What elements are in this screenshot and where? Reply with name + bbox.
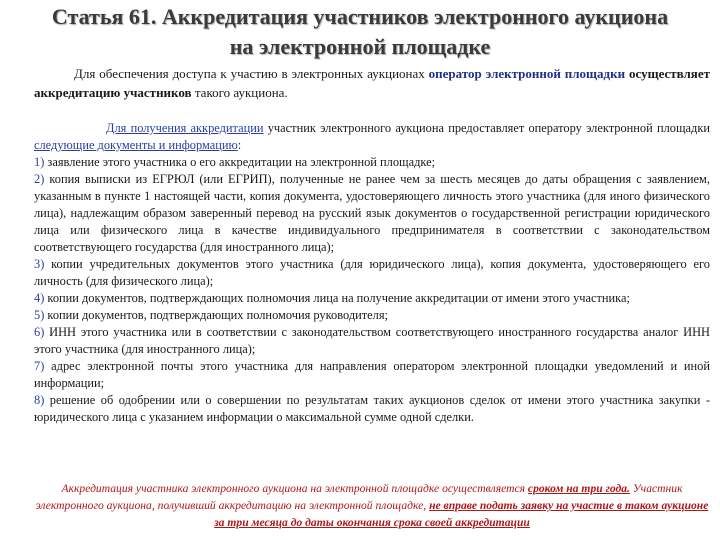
note-term: сроком на три года. (527, 482, 630, 495)
item-text: копия выписки из ЕГРЮЛ (или ЕГРИП), полученные не ранее чем за шесть месяцев до даты обращения с заявлением, указанным в пункте 1 настоящей части, копия документа, удостоверяющего личность этого участника (для иного физического лица), надлежащим образом заверенный перевод на русский язык документов о государственной регистрации юридического лица или физического лица в качестве индивидуального предпринимателя в соответствии с законодательством соответствующего государства (для иностранного лица); (34, 172, 710, 254)
item-number: 7) (34, 359, 45, 373)
list-item (34, 290, 710, 307)
item-number: 2) (34, 172, 45, 186)
accreditation-link[interactable]: Для получения аккредитации (106, 121, 264, 135)
lead-text: участник электронного аукциона предоставляет оператору электронной площадки (263, 121, 710, 135)
item-number: 5) (34, 308, 45, 322)
list-item (34, 392, 710, 426)
item-text: решение об одобрении или о совершении по результатам таких аукционов сделок от имени этого участника закупки - юридического лица с указанием информации о максимальной сумме одной сделки. (34, 393, 710, 424)
item-text: копии учредительных документов этого участника (для юридического лица), копия документа, удостоверяющего его личность (для физического лица); (34, 257, 710, 288)
requirements-section (34, 120, 710, 426)
intro-operator: оператор электронной площадки (428, 66, 626, 81)
item-text: адрес электронной почты этого участника для направления оператором электронной площадки уведомлений и иной информации; (34, 359, 710, 390)
list-item (34, 171, 710, 256)
item-number: 1) (34, 155, 45, 169)
item-number: 4) (34, 291, 45, 305)
list-item (34, 358, 710, 392)
item-text: копии документов, подтверждающих полномочия лица на получение аккредитации от имени этого участника; (44, 291, 630, 305)
note-text-1: Аккредитация участника электронного аукциона на электронной площадке осуществляется (61, 482, 528, 495)
item-number: 8) (34, 393, 45, 407)
list-item (34, 307, 710, 324)
accreditation-note (34, 480, 710, 531)
list-item (34, 154, 710, 171)
documents-link[interactable]: следующие документы и информацию (34, 138, 238, 152)
lead-colon: : (237, 138, 242, 152)
item-text: ИНН этого участника или в соответствии с законодательством соответствующего иностранного государства аналог ИНН этого участника (для иностранного лица); (34, 325, 710, 356)
item-text: заявление этого участника о его аккредитации на электронной площадке; (44, 155, 436, 169)
list-item (34, 324, 710, 358)
note-text-2: Участник электронного аукциона, получивший аккредитацию на электронной площадке, (35, 482, 683, 512)
intro-accreditation: осуществляет аккредитацию участников (34, 66, 710, 100)
item-number: 3) (34, 257, 45, 271)
lead-paragraph (34, 120, 710, 154)
list-item (34, 256, 710, 290)
page-title: Статья 61. Аккредитация участников электронного аукциона на электронной площадке (51, 4, 669, 59)
intro-text-1: Для обеспечения доступа к участию в электронных аукционах (74, 66, 429, 81)
note-restriction: не вправе подать заявку на участие в таком аукционе за три месяца до даты окончания срока своей аккредитации (214, 499, 709, 529)
intro-paragraph (34, 64, 710, 102)
item-number: 6) (34, 325, 45, 339)
intro-text-end: такого аукциона. (191, 85, 288, 100)
item-text: копии документов, подтверждающих полномочия руководителя; (44, 308, 388, 322)
